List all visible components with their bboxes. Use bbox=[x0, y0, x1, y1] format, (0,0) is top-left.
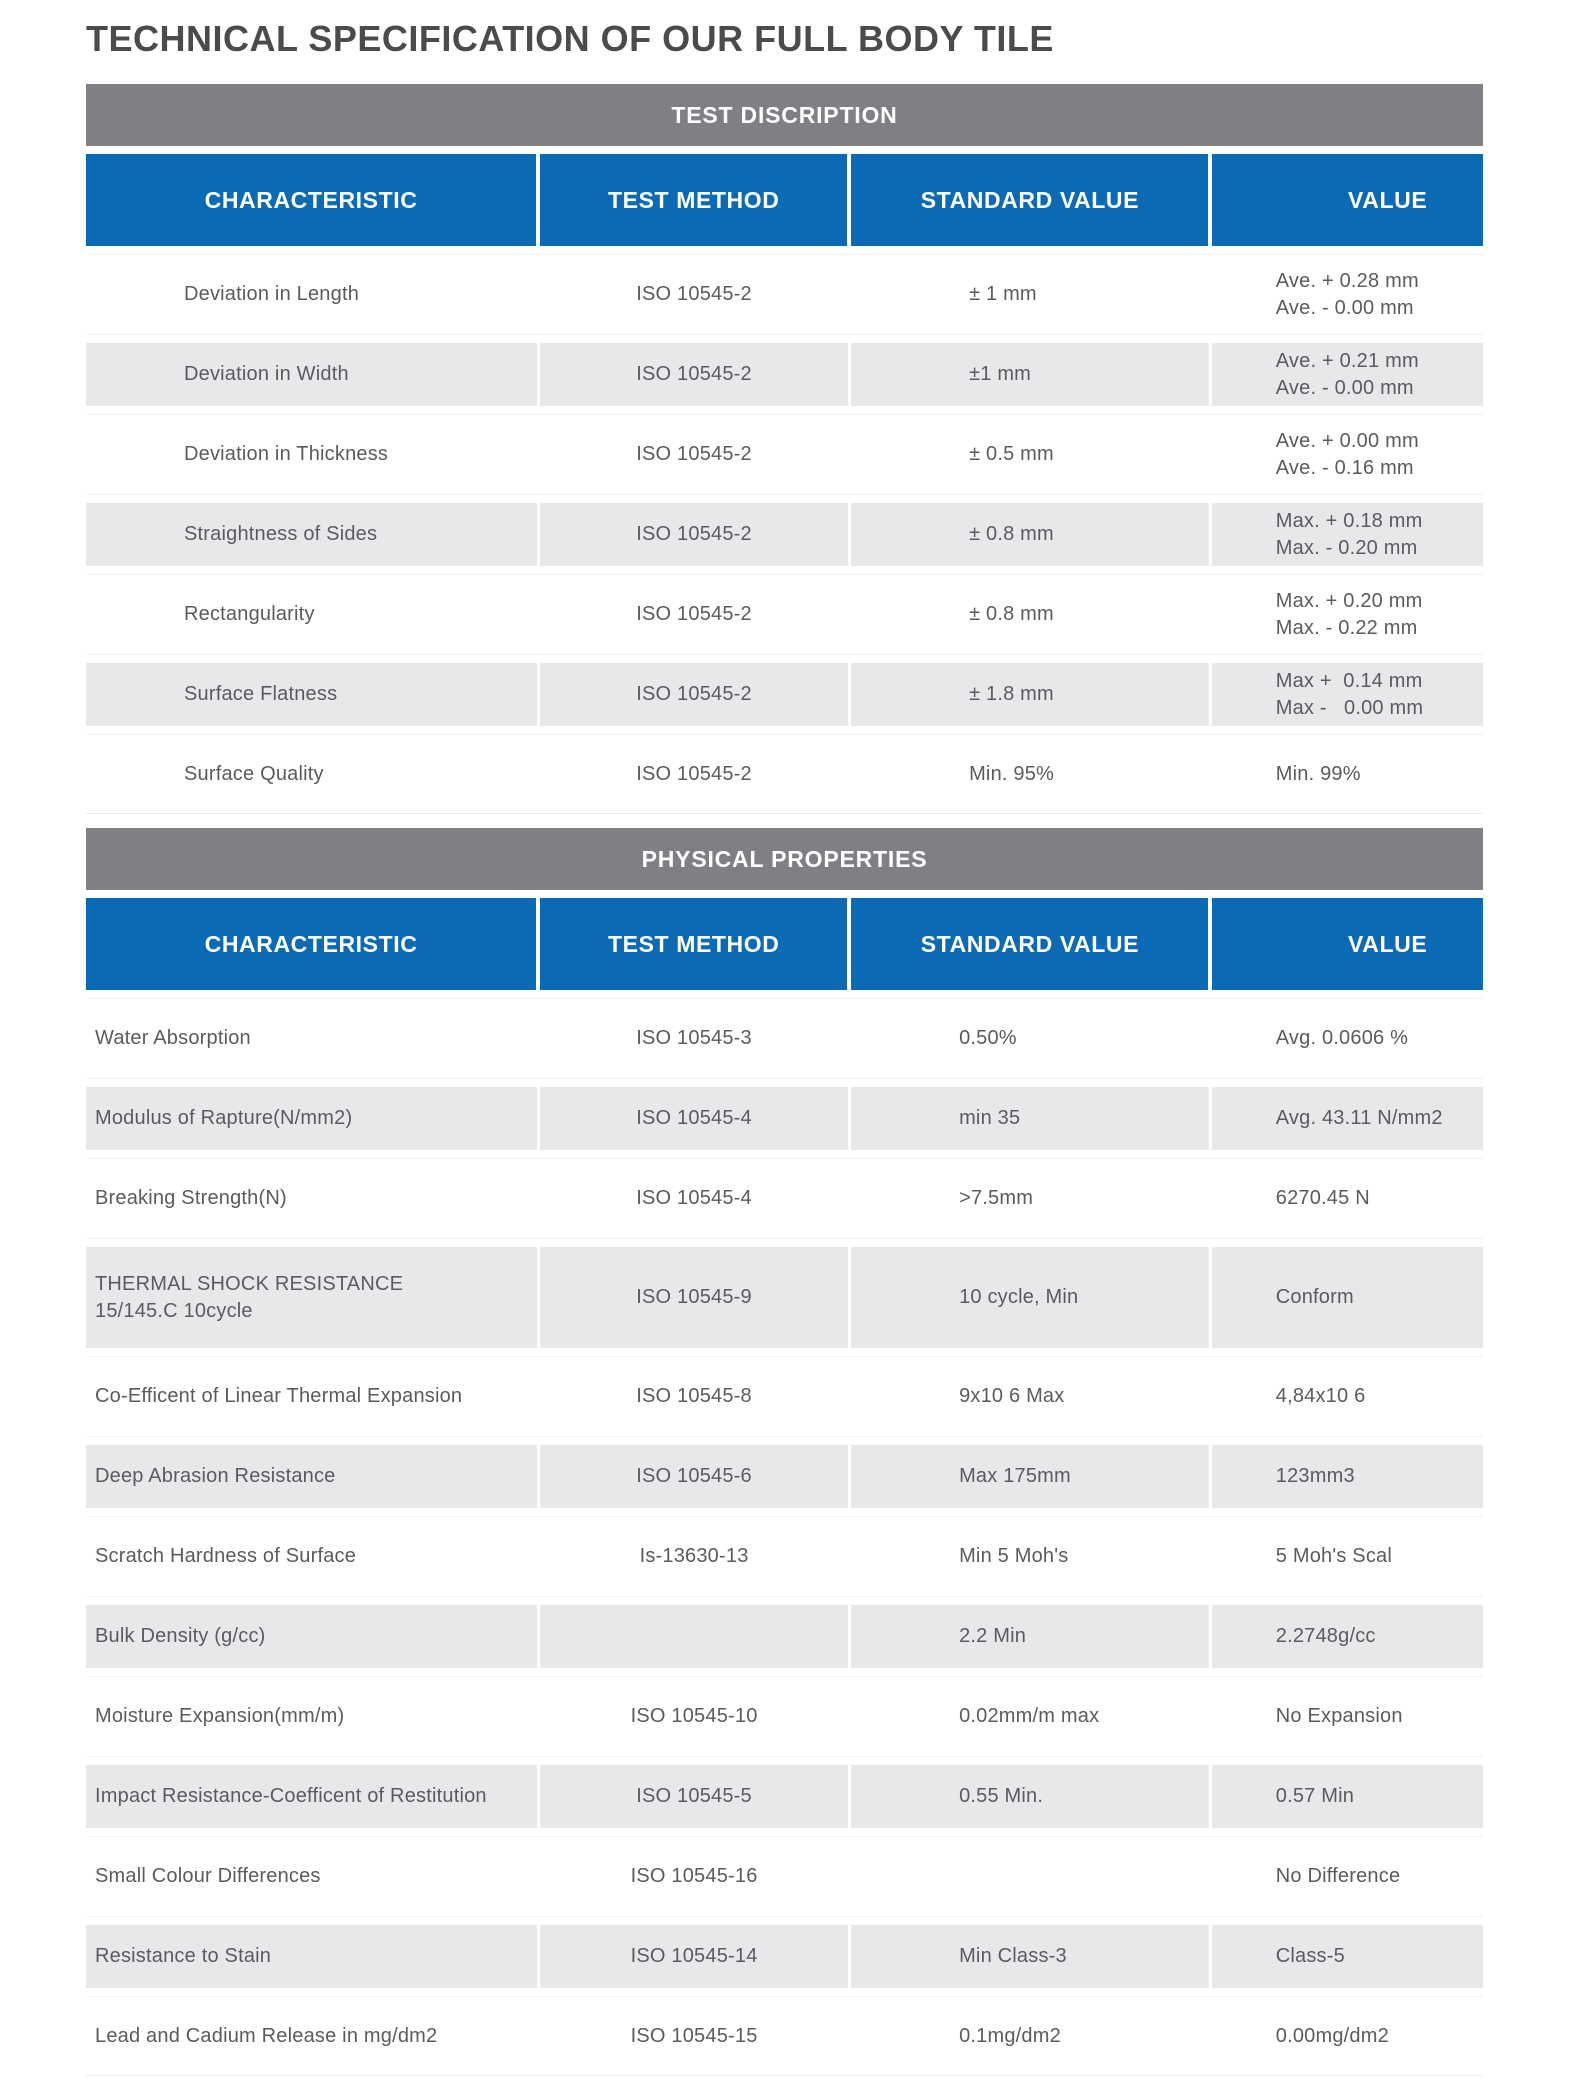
table-row bbox=[86, 1996, 1483, 2076]
characteristic-text: Surface Flatness bbox=[184, 683, 338, 705]
cell-standard-value bbox=[851, 255, 1209, 334]
table-body bbox=[86, 998, 1483, 2076]
standard-value-text: ± 0.5 mm bbox=[969, 443, 1054, 465]
section-test-description bbox=[86, 84, 1483, 814]
value-text: 0.00mg/dm2 bbox=[1275, 2024, 1389, 2047]
column-header-label: STANDARD VALUE bbox=[920, 930, 1140, 957]
characteristic-text: Modulus of Rapture(N/mm2) bbox=[95, 1107, 353, 1129]
cell-test-method bbox=[540, 1997, 848, 2075]
cell-standard-value bbox=[851, 415, 1209, 494]
cell-test-method bbox=[540, 335, 848, 414]
cell-characteristic bbox=[86, 655, 537, 734]
cell-characteristic bbox=[86, 1677, 537, 1756]
cell-test-method bbox=[540, 575, 848, 654]
cell-characteristic bbox=[86, 495, 537, 574]
cell-value bbox=[1212, 1837, 1483, 1916]
table-row bbox=[86, 998, 1483, 1078]
column-header-label: TEST METHOD bbox=[608, 930, 780, 957]
table-row bbox=[86, 414, 1483, 494]
test-method-text: ISO 10545-5 bbox=[636, 1785, 752, 1807]
column-header-label: TEST METHOD bbox=[608, 186, 780, 213]
standard-value-text: 10 cycle, Min bbox=[959, 1286, 1079, 1308]
cell-test-method bbox=[540, 495, 848, 574]
cell-test-method bbox=[540, 1437, 848, 1516]
characteristic-text: Rectangularity bbox=[184, 603, 315, 625]
column-header-value bbox=[1212, 898, 1483, 990]
cell-characteristic bbox=[86, 1597, 537, 1676]
cell-value bbox=[1212, 1677, 1483, 1756]
table-row bbox=[86, 334, 1483, 414]
cell-standard-value bbox=[851, 1079, 1209, 1158]
characteristic-text: Deviation in Width bbox=[184, 363, 349, 385]
standard-value-text: Min Class-3 bbox=[959, 1945, 1067, 1967]
cell-value bbox=[1212, 1079, 1483, 1158]
test-method-text: ISO 10545-4 bbox=[636, 1107, 752, 1129]
table-row bbox=[86, 1596, 1483, 1676]
cell-value bbox=[1212, 999, 1483, 1078]
cell-standard-value bbox=[851, 1837, 1209, 1916]
column-header-characteristic bbox=[86, 154, 536, 246]
column-header-label: STANDARD VALUE bbox=[920, 186, 1140, 213]
value-text: Ave. + 0.00 mm Ave. - 0.16 mm bbox=[1275, 429, 1419, 479]
characteristic-text: Scratch Hardness of Surface bbox=[95, 1545, 357, 1567]
cell-test-method bbox=[540, 1917, 848, 1996]
test-method-text: ISO 10545-2 bbox=[636, 683, 752, 705]
test-method-text: ISO 10545-14 bbox=[630, 1945, 758, 1967]
value-text: No Difference bbox=[1275, 1865, 1401, 1887]
standard-value-text: Max 175mm bbox=[959, 1465, 1071, 1487]
table-row bbox=[86, 254, 1483, 334]
cell-test-method bbox=[540, 1239, 848, 1356]
page-title: TECHNICAL SPECIFICATION OF OUR FULL BODY TILE bbox=[86, 18, 1054, 59]
cell-standard-value bbox=[851, 655, 1209, 734]
cell-standard-value bbox=[851, 1597, 1209, 1676]
column-header-characteristic bbox=[86, 898, 536, 990]
cell-characteristic bbox=[86, 735, 537, 813]
value-text: Max. + 0.18 mm Max. - 0.20 mm bbox=[1275, 509, 1423, 559]
table-row bbox=[86, 574, 1483, 654]
cell-test-method bbox=[540, 1159, 848, 1238]
characteristic-text: Small Colour Differences bbox=[95, 1865, 321, 1887]
value-text: 6270.45 N bbox=[1275, 1187, 1370, 1209]
cell-value bbox=[1212, 1597, 1483, 1676]
column-header-standard-value bbox=[851, 898, 1208, 990]
cell-value bbox=[1212, 415, 1483, 494]
cell-value bbox=[1212, 1917, 1483, 1996]
table-row bbox=[86, 1436, 1483, 1516]
cell-standard-value bbox=[851, 575, 1209, 654]
characteristic-text: Water Absorption bbox=[95, 1027, 251, 1049]
value-text: 5 Moh's Scal bbox=[1275, 1545, 1393, 1567]
cell-test-method bbox=[540, 735, 848, 813]
cell-value bbox=[1212, 1517, 1483, 1596]
cell-characteristic bbox=[86, 1437, 537, 1516]
cell-value bbox=[1212, 1159, 1483, 1238]
characteristic-text: Deep Abrasion Resistance bbox=[95, 1465, 336, 1487]
standard-value-text: >7.5mm bbox=[959, 1187, 1034, 1209]
table-row bbox=[86, 1756, 1483, 1836]
test-method-text: ISO 10545-6 bbox=[636, 1465, 752, 1487]
cell-characteristic bbox=[86, 1837, 537, 1916]
cell-characteristic bbox=[86, 1239, 537, 1356]
value-text: Ave. + 0.28 mm Ave. - 0.00 mm bbox=[1275, 269, 1419, 319]
characteristic-text: Resistance to Stain bbox=[95, 1945, 272, 1967]
column-header-label: VALUE bbox=[1348, 186, 1428, 213]
standard-value-text: ± 1 mm bbox=[969, 283, 1037, 305]
test-method-text: ISO 10545-2 bbox=[636, 603, 752, 625]
test-method-text: ISO 10545-3 bbox=[636, 1027, 752, 1049]
column-header-row bbox=[86, 154, 1483, 246]
section-band-physical-properties bbox=[86, 828, 1483, 890]
cell-characteristic bbox=[86, 999, 537, 1078]
column-header-test-method bbox=[540, 154, 847, 246]
characteristic-text: Breaking Strength(N) bbox=[95, 1187, 287, 1209]
standard-value-text: ± 0.8 mm bbox=[969, 523, 1054, 545]
table-row bbox=[86, 1916, 1483, 1996]
table-row bbox=[86, 1078, 1483, 1158]
column-header-row bbox=[86, 898, 1483, 990]
table-row bbox=[86, 1158, 1483, 1238]
column-header-value bbox=[1212, 154, 1483, 246]
standard-value-text: 2.2 Min bbox=[959, 1625, 1027, 1647]
standard-value-text: min 35 bbox=[959, 1107, 1021, 1129]
cell-test-method bbox=[540, 999, 848, 1078]
cell-characteristic bbox=[86, 1917, 537, 1996]
value-text: Class-5 bbox=[1275, 1945, 1345, 1967]
cell-value bbox=[1212, 735, 1483, 813]
test-method-text: ISO 10545-10 bbox=[630, 1705, 758, 1727]
standard-value-text: Min. 95% bbox=[969, 762, 1055, 785]
cell-standard-value bbox=[851, 999, 1209, 1078]
section-physical-properties bbox=[86, 828, 1483, 2076]
characteristic-text: Deviation in Thickness bbox=[184, 443, 389, 465]
standard-value-text: 0.1mg/dm2 bbox=[959, 2024, 1061, 2047]
value-text: Ave. + 0.21 mm Ave. - 0.00 mm bbox=[1275, 349, 1419, 399]
section-title: PHYSICAL PROPERTIES bbox=[641, 845, 928, 872]
cell-test-method bbox=[540, 655, 848, 734]
table-row bbox=[86, 654, 1483, 734]
column-header-label: CHARACTERISTIC bbox=[204, 186, 418, 213]
characteristic-text: Moisture Expansion(mm/m) bbox=[95, 1705, 345, 1727]
cell-value bbox=[1212, 1437, 1483, 1516]
test-method-text: Is-13630-13 bbox=[639, 1545, 749, 1567]
table-row bbox=[86, 734, 1483, 814]
value-text: No Expansion bbox=[1275, 1705, 1403, 1727]
value-text: 4,84x10 6 bbox=[1275, 1385, 1366, 1407]
cell-test-method bbox=[540, 1757, 848, 1836]
cell-characteristic bbox=[86, 255, 537, 334]
cell-standard-value bbox=[851, 1917, 1209, 1996]
cell-test-method bbox=[540, 1597, 848, 1676]
cell-standard-value bbox=[851, 1357, 1209, 1436]
cell-value bbox=[1212, 575, 1483, 654]
value-text: Avg. 43.11 N/mm2 bbox=[1275, 1107, 1443, 1129]
cell-test-method bbox=[540, 1517, 848, 1596]
cell-characteristic bbox=[86, 1997, 537, 2075]
standard-value-text: 0.02mm/m max bbox=[959, 1705, 1100, 1727]
column-header-label: VALUE bbox=[1348, 930, 1428, 957]
characteristic-text: Surface Quality bbox=[184, 762, 324, 785]
spec-sheet bbox=[86, 0, 1483, 2076]
cell-standard-value bbox=[851, 735, 1209, 813]
value-text: Min. 99% bbox=[1275, 762, 1361, 785]
cell-value bbox=[1212, 495, 1483, 574]
cell-test-method bbox=[540, 255, 848, 334]
cell-standard-value bbox=[851, 1239, 1209, 1356]
cell-value bbox=[1212, 335, 1483, 414]
test-method-text: ISO 10545-2 bbox=[636, 762, 752, 785]
standard-value-text: ± 0.8 mm bbox=[969, 603, 1054, 625]
cell-standard-value bbox=[851, 1997, 1209, 2075]
characteristic-text: Straightness of Sides bbox=[184, 523, 378, 545]
cell-value bbox=[1212, 1757, 1483, 1836]
characteristic-text: Co-Efficent of Linear Thermal Expansion bbox=[95, 1385, 463, 1407]
cell-characteristic bbox=[86, 415, 537, 494]
standard-value-text: ± 1.8 mm bbox=[969, 683, 1054, 705]
table-row bbox=[86, 1836, 1483, 1916]
cell-test-method bbox=[540, 1837, 848, 1916]
cell-test-method bbox=[540, 415, 848, 494]
cell-value bbox=[1212, 1239, 1483, 1356]
cell-standard-value bbox=[851, 1437, 1209, 1516]
test-method-text: ISO 10545-2 bbox=[636, 523, 752, 545]
characteristic-text: THERMAL SHOCK RESISTANCE 15/145.C 10cycle bbox=[95, 1272, 404, 1322]
cell-characteristic bbox=[86, 575, 537, 654]
table-row bbox=[86, 1238, 1483, 1356]
cell-characteristic bbox=[86, 1757, 537, 1836]
test-method-text: ISO 10545-8 bbox=[636, 1385, 752, 1407]
cell-standard-value bbox=[851, 335, 1209, 414]
value-text: Max. + 0.20 mm Max. - 0.22 mm bbox=[1275, 589, 1423, 639]
column-header-label: CHARACTERISTIC bbox=[204, 930, 418, 957]
characteristic-text: Impact Resistance-Coefficent of Restitution bbox=[95, 1785, 487, 1807]
cell-standard-value bbox=[851, 1757, 1209, 1836]
table-row bbox=[86, 1676, 1483, 1756]
cell-standard-value bbox=[851, 1517, 1209, 1596]
standard-value-text: 9x10 6 Max bbox=[959, 1385, 1065, 1407]
value-text: Max + 0.14 mm Max - 0.00 mm bbox=[1275, 669, 1424, 719]
value-text: 2.2748g/cc bbox=[1275, 1625, 1376, 1647]
value-text: 123mm3 bbox=[1275, 1465, 1355, 1487]
section-title: TEST DISCRIPTION bbox=[671, 101, 898, 128]
value-text: Avg. 0.0606 % bbox=[1275, 1027, 1409, 1049]
cell-characteristic bbox=[86, 1159, 537, 1238]
test-method-text: ISO 10545-2 bbox=[636, 283, 752, 305]
characteristic-text: Bulk Density (g/cc) bbox=[95, 1625, 266, 1647]
standard-value-text: Min 5 Moh's bbox=[959, 1545, 1069, 1567]
value-text: 0.57 Min bbox=[1275, 1785, 1355, 1807]
cell-characteristic bbox=[86, 1357, 537, 1436]
section-band-test-description bbox=[86, 84, 1483, 146]
cell-value bbox=[1212, 655, 1483, 734]
characteristic-text: Deviation in Length bbox=[184, 283, 360, 305]
column-header-standard-value bbox=[851, 154, 1208, 246]
cell-value bbox=[1212, 1997, 1483, 2075]
test-method-text: ISO 10545-4 bbox=[636, 1187, 752, 1209]
test-method-text: ISO 10545-9 bbox=[636, 1286, 752, 1308]
cell-test-method bbox=[540, 1357, 848, 1436]
standard-value-text: 0.50% bbox=[959, 1027, 1017, 1049]
test-method-text: ISO 10545-2 bbox=[636, 363, 752, 385]
test-method-text: ISO 10545-15 bbox=[630, 2024, 758, 2047]
table-row bbox=[86, 494, 1483, 574]
cell-standard-value bbox=[851, 1677, 1209, 1756]
table-body bbox=[86, 254, 1483, 814]
standard-value-text: 0.55 Min. bbox=[959, 1785, 1044, 1807]
cell-characteristic bbox=[86, 1517, 537, 1596]
cell-standard-value bbox=[851, 1159, 1209, 1238]
table-row bbox=[86, 1356, 1483, 1436]
cell-characteristic bbox=[86, 1079, 537, 1158]
cell-value bbox=[1212, 255, 1483, 334]
column-header-test-method bbox=[540, 898, 847, 990]
standard-value-text: ±1 mm bbox=[969, 363, 1032, 385]
table-row bbox=[86, 1516, 1483, 1596]
test-method-text: ISO 10545-16 bbox=[630, 1865, 758, 1887]
cell-test-method bbox=[540, 1079, 848, 1158]
test-method-text: ISO 10545-2 bbox=[636, 443, 752, 465]
cell-characteristic bbox=[86, 335, 537, 414]
value-text: Conform bbox=[1275, 1286, 1354, 1308]
cell-standard-value bbox=[851, 495, 1209, 574]
cell-value bbox=[1212, 1357, 1483, 1436]
characteristic-text: Lead and Cadium Release in mg/dm2 bbox=[95, 2024, 438, 2047]
cell-test-method bbox=[540, 1677, 848, 1756]
